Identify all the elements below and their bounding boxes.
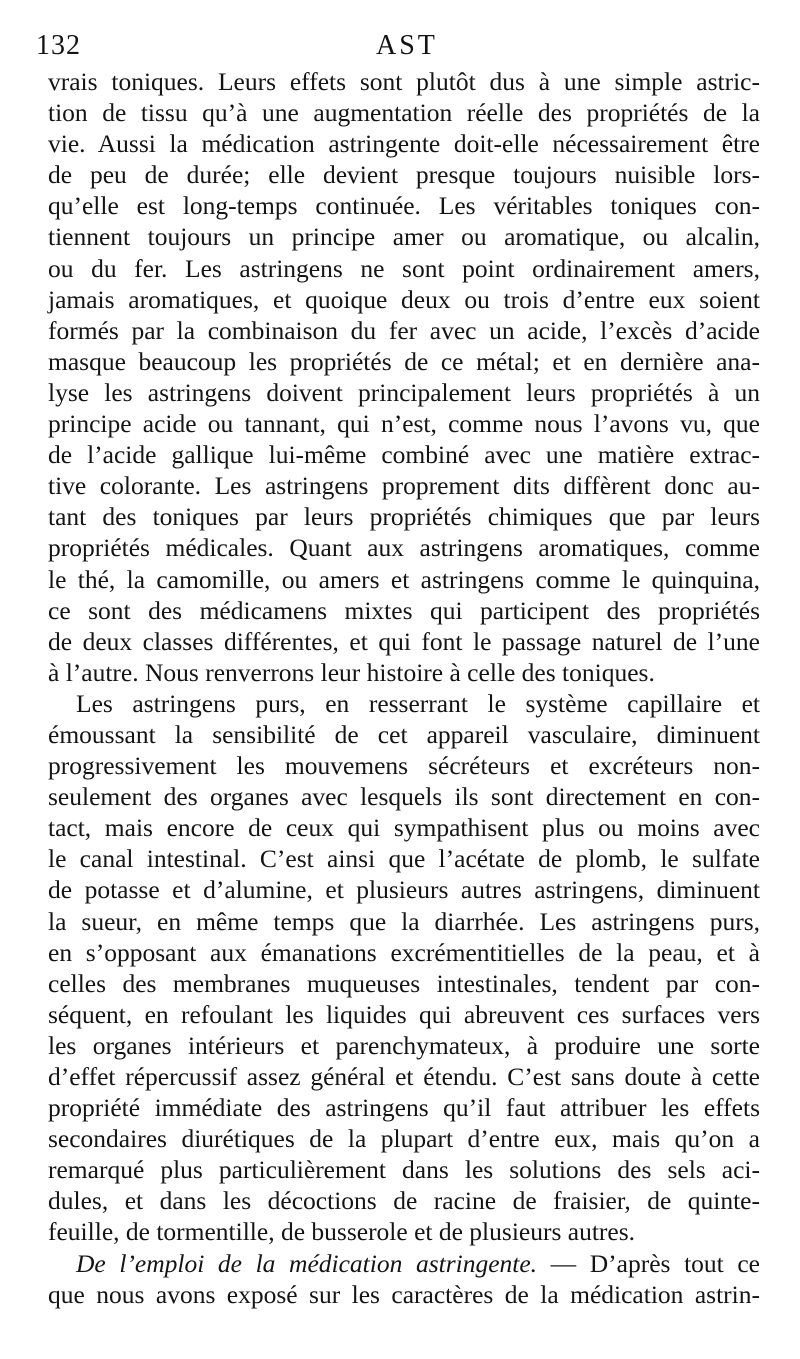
text-line: le canal intestinal. C’est ainsi que l’acétate de plomb, le sulfate (48, 844, 760, 874)
text-line: de l’acide gallique lui-même combiné avec une matière extrac- (48, 440, 760, 470)
text-line: qu’elle est long-temps continuée. Les véritables toniques con- (48, 191, 760, 221)
text-line: vrais toniques. Leurs effets sont plutôt dus à une simple astric- (48, 67, 760, 96)
section-heading: De l’emploi de la médication astringente. (76, 1248, 538, 1278)
text-line: feuille, de tormentille, de busserole et de plusieurs autres. (48, 1217, 636, 1247)
text-line: tact, mais encore de ceux qui sympathisent plus ou moins avec (48, 813, 760, 843)
section-heading-line (48, 1248, 760, 1279)
text-line: le thé, la camomille, ou amers et astringens comme le quinquina, (48, 564, 760, 594)
text-line: tive colorante. Les astringens proprement dits diffèrent donc au- (48, 471, 760, 501)
text-line: celles des membranes muqueuses intestinales, tendent par con- (48, 968, 760, 998)
text-line: tiennent toujours un principe amer ou aromatique, ou alcalin, (48, 222, 760, 252)
text-line: remarqué plus particulièrement dans les solutions des sels aci- (48, 1155, 760, 1185)
text-line: formés par la combinaison du fer avec un acide, l’excès d’acide (48, 315, 760, 345)
section-heading-continuation: — D’après tout ce (537, 1248, 760, 1278)
text-line: les organes intérieurs et parenchymateux, à produire une sorte (48, 1030, 760, 1060)
text-line: que nous avons exposé sur les caractères de la médication astrin- (48, 1279, 760, 1309)
text-line: de deux classes différentes, et qui font le passage naturel de l’une (48, 626, 760, 656)
body-text (48, 66, 760, 1310)
text-line: masque beaucoup les propriétés de ce métal; et en dernière ana- (48, 346, 760, 376)
text-line: propriété immédiate des astringens qu’il faut attribuer les effets (48, 1093, 760, 1123)
running-head: AST (376, 30, 438, 61)
text-line: à l’autre. Nous renverrons leur histoire à celle des toniques. (48, 657, 655, 687)
text-line: émoussant la sensibilité de cet appareil vasculaire, diminuent (48, 719, 760, 749)
text-line: tant des toniques par leurs propriétés chimiques que par leurs (48, 502, 760, 532)
text-line: d’effet répercussif assez général et étendu. C’est sans doute à cette (48, 1062, 760, 1091)
text-line: seulement des organes avec lesquels ils sont directement en con- (48, 782, 760, 812)
text-line: ou du fer. Les astringens ne sont point ordinairement amers, (48, 253, 760, 283)
text-line: lyse les astringens doivent principalement leurs propriétés à un (48, 377, 760, 407)
text-line: jamais aromatiques, et quoique deux ou trois d’entre eux soient (48, 284, 760, 314)
text-line: ce sont des médicamens mixtes qui participent des propriétés (48, 595, 760, 625)
text-line: la sueur, en même temps que la diarrhée. Les astringens purs, (48, 906, 760, 936)
text-line: dules, et dans les décoctions de racine de fraisier, de quinte- (48, 1186, 760, 1216)
text-line: Les astringens purs, en resserrant le système capillaire et (76, 688, 760, 718)
text-line: vie. Aussi la médication astringente doit-elle nécessairement être (48, 129, 760, 159)
text-line: en s’opposant aux émanations excrémentitielles de la peau, et à (48, 937, 760, 967)
page-header (36, 30, 760, 70)
text-line: progressivement les mouvemens sécréteurs et excréteurs non- (48, 751, 760, 781)
text-line: tion de tissu qu’à une augmentation réelle des propriétés de la (48, 98, 760, 128)
text-line: séquent, en refoulant les liquides qui abreuvent ces surfaces vers (48, 999, 760, 1029)
page-number: 132 (36, 30, 81, 61)
text-line: de potasse et d’alumine, et plusieurs autres astringens, diminuent (48, 875, 760, 905)
text-line: secondaires diurétiques de la plupart d’entre eux, mais qu’on a (48, 1124, 760, 1154)
text-line: propriétés médicales. Quant aux astringens aromatiques, comme (48, 533, 760, 563)
text-line: principe acide ou tannant, qui n’est, comme nous l’avons vu, que (48, 409, 760, 439)
text-line: de peu de durée; elle devient presque toujours nuisible lors- (48, 160, 760, 190)
